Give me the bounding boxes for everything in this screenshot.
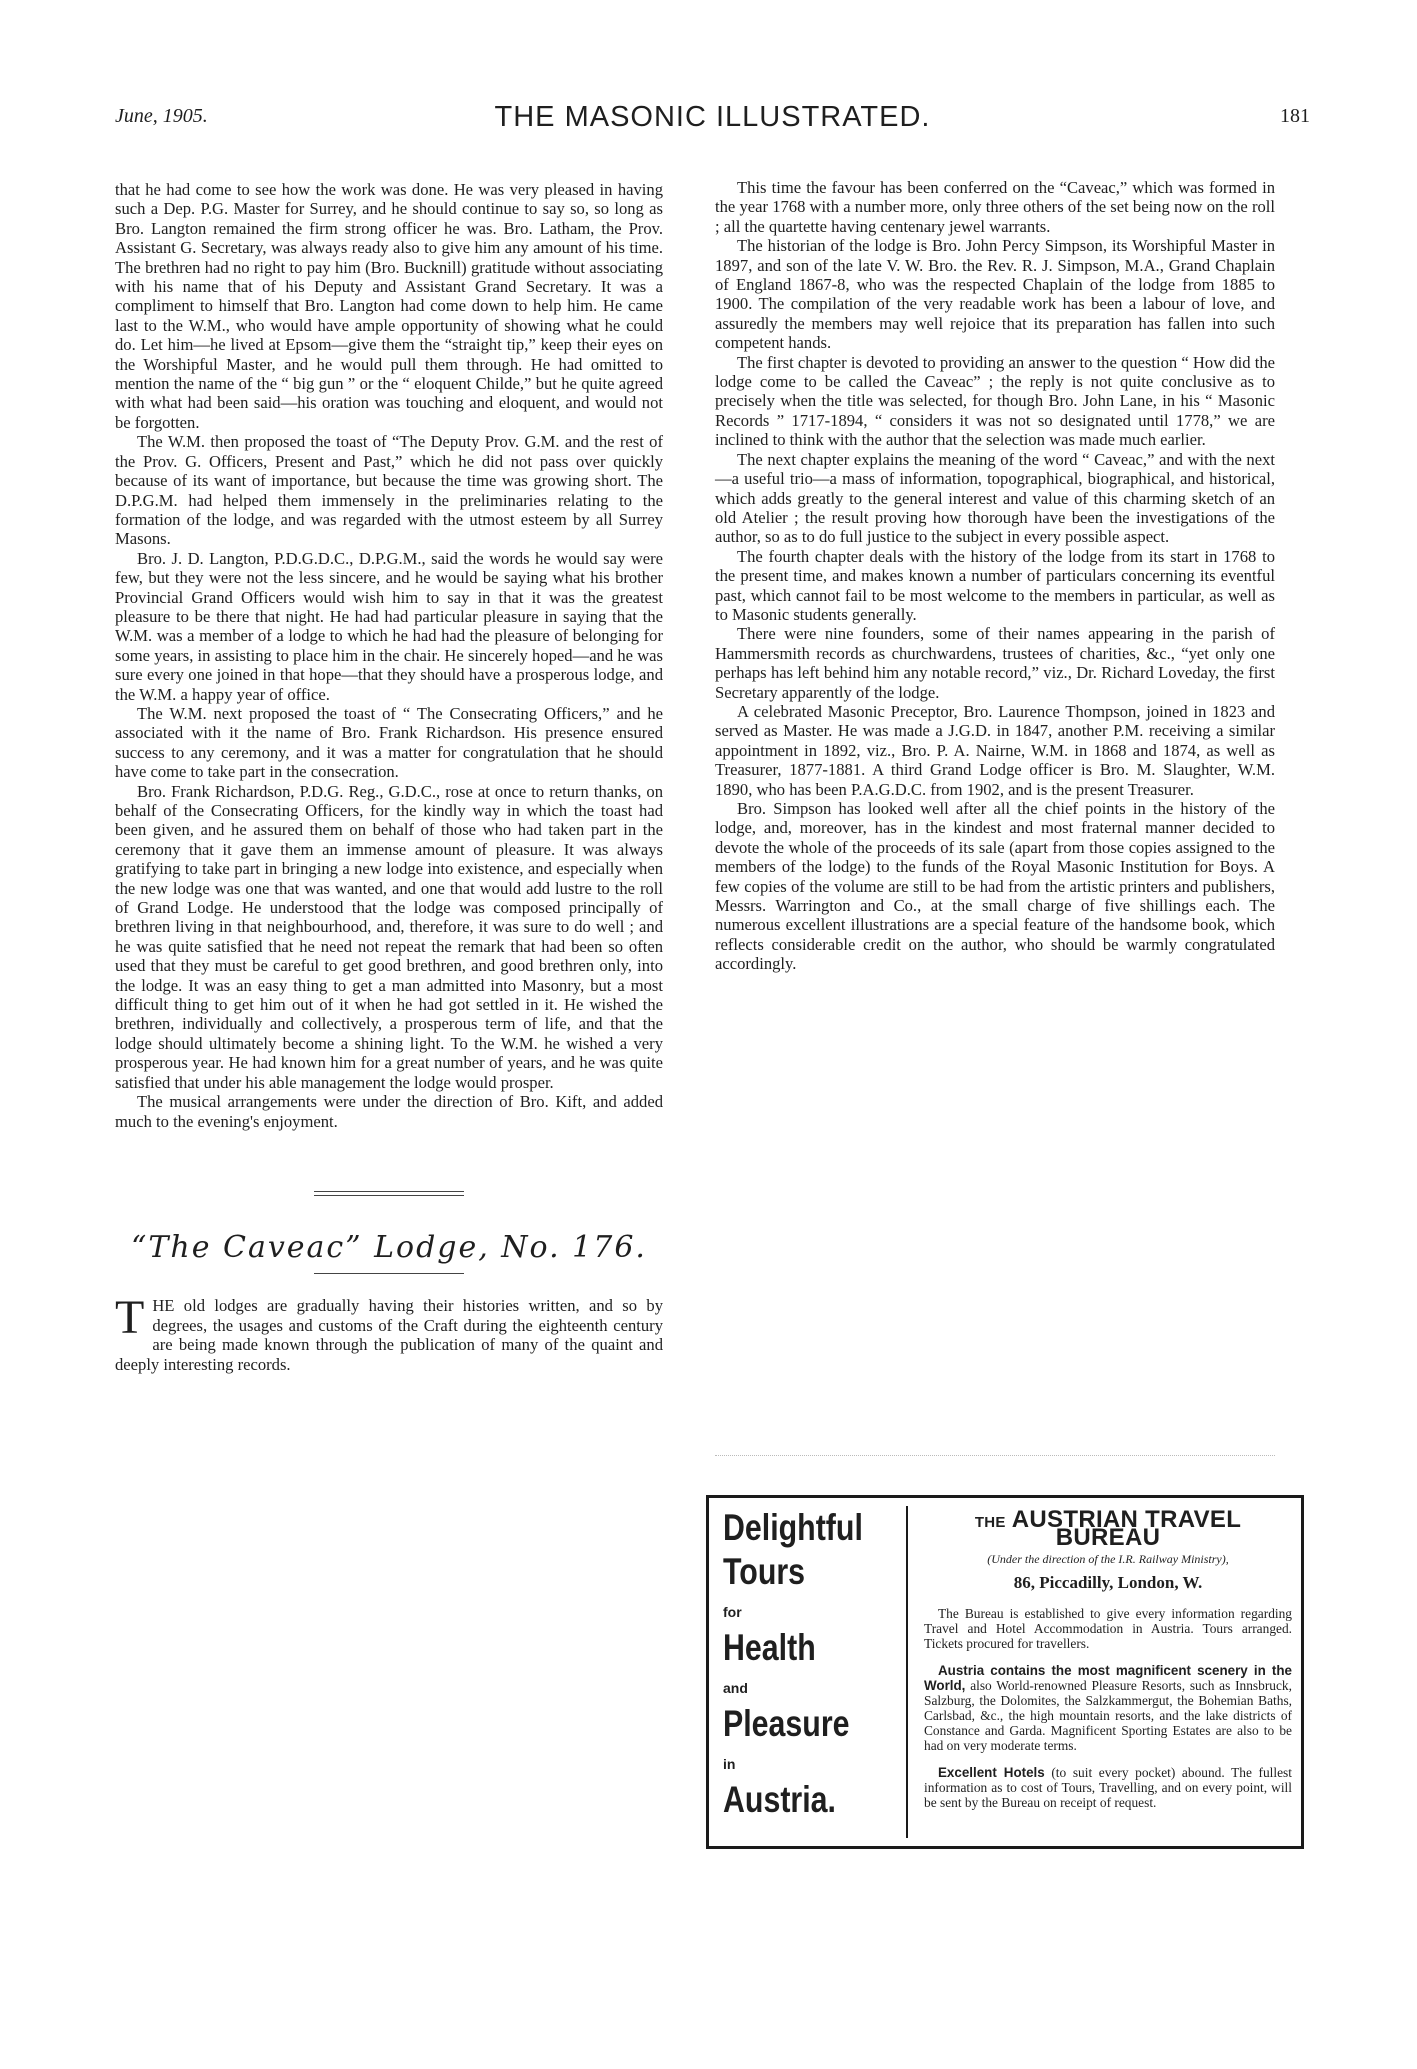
- paragraph: The next chapter explains the meaning of the word “ Caveac,” and with the next—a useful trio—a mass of information, topographical, biographical, and historical, which adds greatly to the general interest and value of this charming sketch of an old Atelier ; the result proving how thorough have been the investigations of the author, so as to do full justice to the subject in every possible aspect.: [715, 449, 1275, 547]
- ad-heading-text: AUSTRIAN TRAVEL BUREAU: [1011, 1506, 1242, 1551]
- ad-address: 86, Piccadilly, London, W.: [1013, 1573, 1203, 1592]
- left-column: [115, 180, 663, 1374]
- paragraph: This time the favour has been conferred on the “Caveac,” which was formed in the year 1768 with a number more, only three others of the set being now on the roll ; all the quartette having centenary jewel warrants.: [715, 178, 1275, 236]
- ad-slogan: [723, 1506, 863, 1822]
- paragraph: that he had come to see how the work was done. He was very pleased in having such a Dep. P.G. Master for Surrey, and he should continue to say so, so long as Bro. Langton remained the firm strong officer he was. Bro. Latham, the Prov. Assistant G. Secretary, was always ready also to give him any amount of his time. The brethren had no right to pay him (Bro. Bucknill) gratitude without associating with his name that of his Deputy and Assistant Grand Secretary. It was a compliment to himself that Bro. Langton had come down to help him. He came last to the W.M., who would have ample opportunity of showing what he could do. Let him—he lived at Epsom—give them the “straight tip,” keep their eyes on the Worshipful Master, and he would pull them through. He had omitted to mention the name of the “ big gun ” or the “ eloquent Childe,” but he quite agreed with what had been said—his oration was touching and eloquent, and would not be forgotten.: [115, 180, 663, 432]
- ad-paragraph: [924, 1765, 1292, 1810]
- ad-subheading: (Under the direction of the I.R. Railway Ministry),: [987, 1552, 1229, 1566]
- paragraph: Bro. Simpson has looked well after all the chief points in the history of the lodge, and, moreover, has in the kindest and most fraternal manner decided to devote the whole of the proceeds of its sale (apart from those copies assigned to the members of the lodge) to the funds of the Royal Masonic Institution for Boys. A few copies of the volume are still to be had from the artistic printers and publishers, Messrs. Warrington and Co., at the small charge of five shillings each. The numerous excellent illustrations are a special feature of the handsome book, which reflects considerable credit on the author, who should be warmly congratulated accordingly.: [715, 799, 1275, 974]
- ad-text: also World-renowned Pleasure Resorts, such as Innsbruck, Salzburg, the Dolomites, the Salzkammergut, the Bohemian Baths, Carlsbad, &c., the high mountain resorts, and the lake districts of Constance and Garda. Magnificent Sporting Estates are also to be had on very moderate terms.: [924, 1678, 1292, 1753]
- ad-word: Health: [723, 1627, 816, 1668]
- title-rule: [314, 1273, 464, 1274]
- paragraph: The W.M. next proposed the toast of “ The Consecrating Officers,” and he associated with it the name of Bro. Frank Richardson. His presence ensured success to any ceremony, and it was a matter for congratulation that he should have come to take part in the consecration.: [115, 703, 663, 782]
- ad-word: Pleasure: [723, 1703, 850, 1744]
- paragraph: There were nine founders, some of their names appearing in the parish of Hammersmith records as churchwardens, trustees of charities, &c., “yet only one perhaps has left behind him any notable record,” viz., Dr. Richard Loveday, the first Secretary apparently of the lodge.: [715, 624, 1275, 702]
- paragraph: The first chapter is devoted to providing an answer to the question “ How did the lodge come to be called the Caveac” ; the reply is not quite conclusive as to precisely when the title was selected, for though Bro. John Lane, in his “ Masonic Records ” 1717-1894, “ considers it was not so designated until 1778,” we are inclined to think with the author that the selection was made much earlier.: [715, 352, 1275, 450]
- ad-word: Austria.: [723, 1779, 836, 1820]
- ad-word: Tours: [723, 1551, 806, 1592]
- ad-details: [924, 1506, 1292, 1822]
- ad-connector: for: [723, 1604, 742, 1620]
- article-intro: [115, 1291, 663, 1374]
- ad-text: (to suit every pocket) abound. The fullest information as to cost of Tours, Travelling, and on every point, will be sent by the Bureau on receipt of request.: [924, 1765, 1292, 1810]
- section-divider: [314, 1191, 464, 1196]
- ad-word: Delightful: [723, 1507, 863, 1548]
- page-header: [115, 101, 1310, 137]
- ad-connector: and: [723, 1680, 748, 1696]
- ad-heading-the: THE: [974, 1514, 1006, 1531]
- drop-cap: T: [115, 1291, 145, 1345]
- page-number: 181: [1280, 105, 1310, 127]
- issue-date: June, 1905.: [115, 105, 208, 127]
- right-column: [715, 178, 1275, 974]
- paragraph: A celebrated Masonic Preceptor, Bro. Laurence Thompson, joined in 1823 and served as Master. He was made a J.G.D. in 1847, another P.M. receiving a similar appointment in 1892, viz., Bro. P. A. Nairne, W.M. in 1868 and 1874, as well as Treasurer, 1877-1881. A third Grand Lodge officer is Bro. M. Slaughter, W.M. 1890, who has been P.A.G.D.C. from 1902, and is the present Treasurer.: [715, 701, 1275, 799]
- ad-paragraph: [924, 1663, 1292, 1753]
- dotted-separator: [715, 1455, 1275, 1456]
- ad-heading: [924, 1506, 1292, 1551]
- paragraph: Bro. J. D. Langton, P.D.G.D.C., D.P.G.M., said the words he would say were few, but they were not the less sincere, and he would be saying what his brother Provincial Grand Officers would wish him to say in that it was the greatest pleasure to be there that night. He had had particular pleasure in saying that the W.M. was a member of a lodge to which he had had the pleasure of belonging for some years, in assisting to place him in the chair. He sincerely hoped—and he was sure every one joined in that hope—that they should have a prosperous lodge, and the W.M. a happy year of office.: [115, 548, 663, 704]
- ad-bold: Austria contains the most magnificent scenery in the World,: [924, 1663, 1292, 1693]
- ad-connector: in: [723, 1756, 736, 1772]
- ad-divider: [906, 1506, 908, 1838]
- publication-title: THE MASONIC ILLUSTRATED.: [494, 101, 931, 133]
- paragraph: Bro. Frank Richardson, P.D.G. Reg., G.D.C., rose at once to return thanks, on behalf of the Consecrating Officers, for the kindly way in which the toast had been given, and he assured them on behalf of those who had taken part in the ceremony that it gave them an immense amount of pleasure. It was always gratifying to take part in bringing a new lodge into existence, and especially when the new lodge was one that was wanted, and one that would add lustre to the roll of Grand Lodge. He understood that the lodge was composed principally of brethren living in that neighbourhood, and, therefore, it was sure to do well ; and he was quite satisfied that he need not repeat the remark that had been so often used that they must be careful to get good brethren, and good brethren only, into the lodge. It was an easy thing to get a man admitted into Masonry, but a most difficult thing to get him out of it when he had got settled in it. He wished the brethren, individually and collectively, a prosperous term of life, and that the lodge should ultimately become a shining light. To the W.M. he wished a very prosperous year. He had known him for a great number of years, and he was quite satisfied that under his able management the lodge would prosper.: [115, 781, 663, 1092]
- intro-text: HE old lodges are gradually having their histories written, and so by degrees, the usages and customs of the Craft during the eighteenth century are being made known through the publication of many of the quaint and deeply interesting records.: [115, 1296, 663, 1374]
- ad-bold: Excellent Hotels: [938, 1765, 1045, 1780]
- travel-advertisement: [706, 1495, 1304, 1849]
- article-title: “The Caveac” Lodge, No. 176.: [131, 1229, 647, 1265]
- paragraph: The W.M. then proposed the toast of “The Deputy Prov. G.M. and the rest of the Prov. G. Officers, Present and Past,” which he did not pass over quickly because of its want of importance, but because the time was growing short. The D.P.G.M. had helped them immensely in the preliminaries relating to the formation of the lodge, and was regarded with the utmost esteem by all Surrey Masons.: [115, 432, 663, 549]
- paragraph: The fourth chapter deals with the history of the lodge from its start in 1768 to the present time, and makes known a number of particulars concerning its eventful past, which cannot fail to be most welcome to the members in particular, as well as to Masonic students generally.: [715, 546, 1275, 624]
- ad-paragraph: The Bureau is established to give every information regarding Travel and Hotel Accommodation in Austria. Tours arranged. Tickets procured for travellers.: [924, 1606, 1292, 1651]
- paragraph: The historian of the lodge is Bro. John Percy Simpson, its Worshipful Master in 1897, and son of the late V. W. Bro. the Rev. R. J. Simpson, M.A., Grand Chaplain of England 1867-8, who was the respected Chaplain of the lodge from 1885 to 1900. The compilation of the very readable work has been a labour of love, and assuredly the members may well rejoice that its preparation has fallen into such competent hands.: [715, 236, 1275, 353]
- paragraph: The musical arrangements were under the direction of Bro. Kift, and added much to the evening's enjoyment.: [115, 1092, 663, 1131]
